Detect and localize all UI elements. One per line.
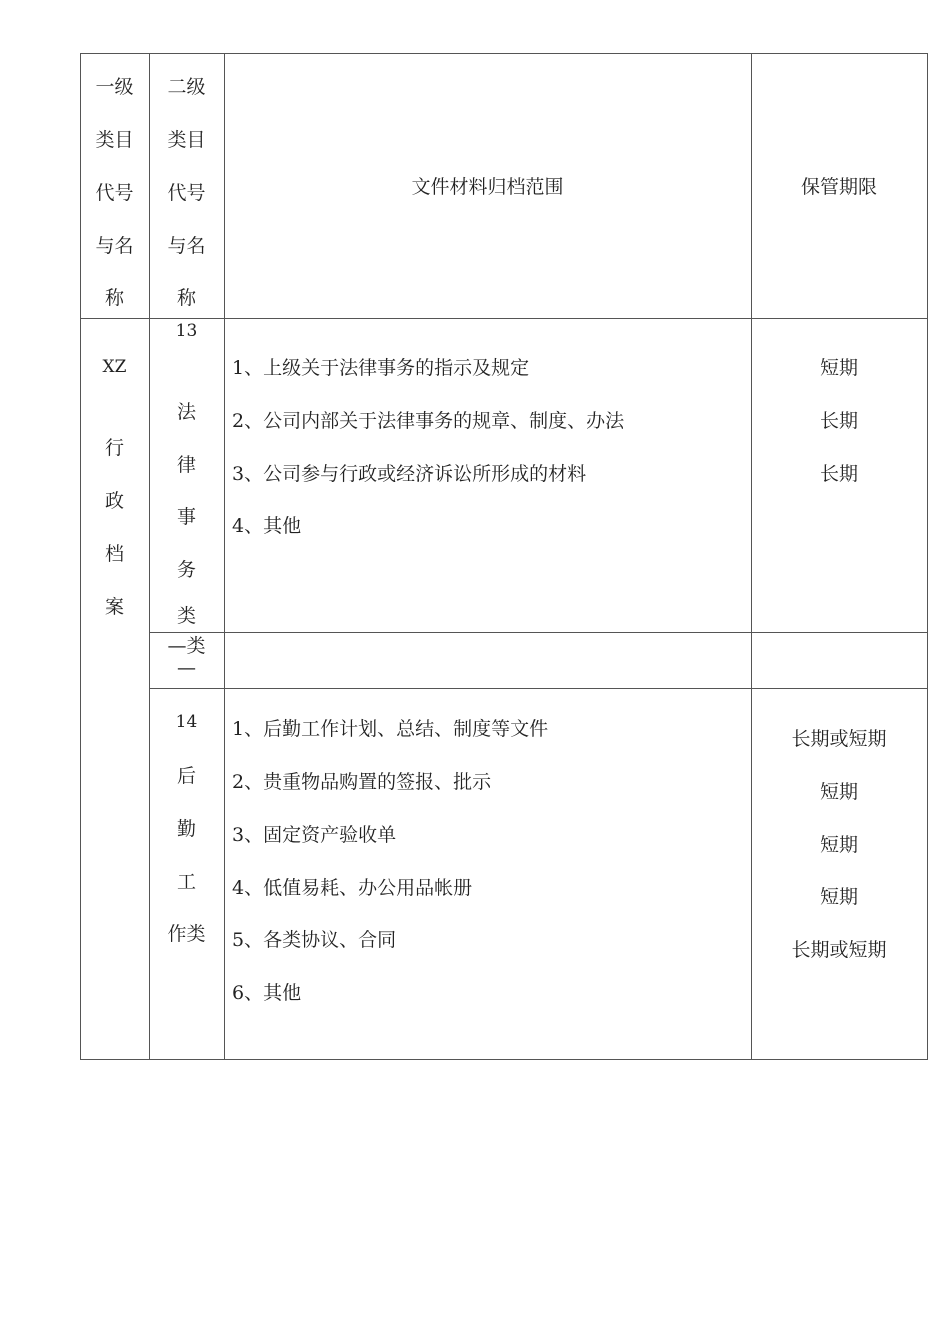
group13-item: 3、公司参与行政或经济诉讼所形成的材料 xyxy=(232,463,587,485)
border-header-bottom xyxy=(80,318,928,319)
group13-period: 长期 xyxy=(819,410,858,432)
group14-item: 1、后勤工作计划、总结、制度等文件 xyxy=(232,718,549,740)
group14-name-char: 工 xyxy=(176,871,196,893)
group13-name-char: 类 xyxy=(176,605,196,627)
group14-name-char: 勤 xyxy=(176,818,196,840)
group14-period: 短期 xyxy=(819,781,858,803)
group14-item: 5、各类协议、合同 xyxy=(232,929,397,951)
group13-name-char: 律 xyxy=(176,454,196,476)
header-col2-line: 代号 xyxy=(167,182,206,204)
border-col1 xyxy=(149,53,150,1060)
group14-item: 2、贵重物品购置的签报、批示 xyxy=(232,771,492,793)
header-col1-line: 类目 xyxy=(95,129,134,151)
border-col2 xyxy=(224,53,225,1060)
header-col2-line: 称 xyxy=(176,287,196,309)
group13-item: 4、其他 xyxy=(232,515,302,537)
group13-name-char: 法 xyxy=(176,401,196,423)
group14-period: 长期或短期 xyxy=(791,728,887,750)
group13-name-char: 务 xyxy=(176,559,196,581)
header-col2-line: 二级 xyxy=(167,76,206,98)
middle-row-line: — xyxy=(177,657,196,679)
header-scope: 文件材料归档范围 xyxy=(411,176,564,198)
middle-row-line: —类 xyxy=(167,635,206,657)
group13-item: 2、公司内部关于法律事务的规章、制度、办法 xyxy=(232,410,625,432)
group13-name-char: 事 xyxy=(176,506,196,528)
header-col1-line: 称 xyxy=(104,287,124,309)
header-col1-line: 与名 xyxy=(95,235,134,257)
group14-name-char: 后 xyxy=(176,765,196,787)
header-col2-line: 类目 xyxy=(167,129,206,151)
group14-name-char: 作类 xyxy=(167,923,206,945)
group13-code: 13 xyxy=(175,321,198,341)
primary-code: XZ xyxy=(102,357,127,377)
primary-name-char: 案 xyxy=(104,596,124,618)
header-period: 保管期限 xyxy=(800,176,877,198)
header-col1-line: 代号 xyxy=(95,182,134,204)
border-row13-bottom xyxy=(149,632,928,633)
group14-period: 短期 xyxy=(819,886,858,908)
group14-item: 3、固定资产验收单 xyxy=(232,824,397,846)
group14-period: 长期或短期 xyxy=(791,939,887,961)
group13-period: 短期 xyxy=(819,357,858,379)
primary-name-char: 档 xyxy=(104,543,124,565)
group13-item: 1、上级关于法律事务的指示及规定 xyxy=(232,357,530,379)
border-right xyxy=(927,53,928,1060)
primary-name-char: 行 xyxy=(104,437,124,459)
border-col3 xyxy=(751,53,752,1060)
group14-item: 6、其他 xyxy=(232,982,302,1004)
group14-code: 14 xyxy=(175,712,198,732)
group14-period: 短期 xyxy=(819,834,858,856)
primary-name-char: 政 xyxy=(104,490,124,512)
group14-item: 4、低值易耗、办公用品帐册 xyxy=(232,877,473,899)
header-col2-line: 与名 xyxy=(167,235,206,257)
group13-period: 长期 xyxy=(819,463,858,485)
border-middle-bottom xyxy=(149,688,928,689)
border-top xyxy=(80,53,928,54)
border-bottom xyxy=(80,1059,928,1060)
header-col1-line: 一级 xyxy=(95,76,134,98)
